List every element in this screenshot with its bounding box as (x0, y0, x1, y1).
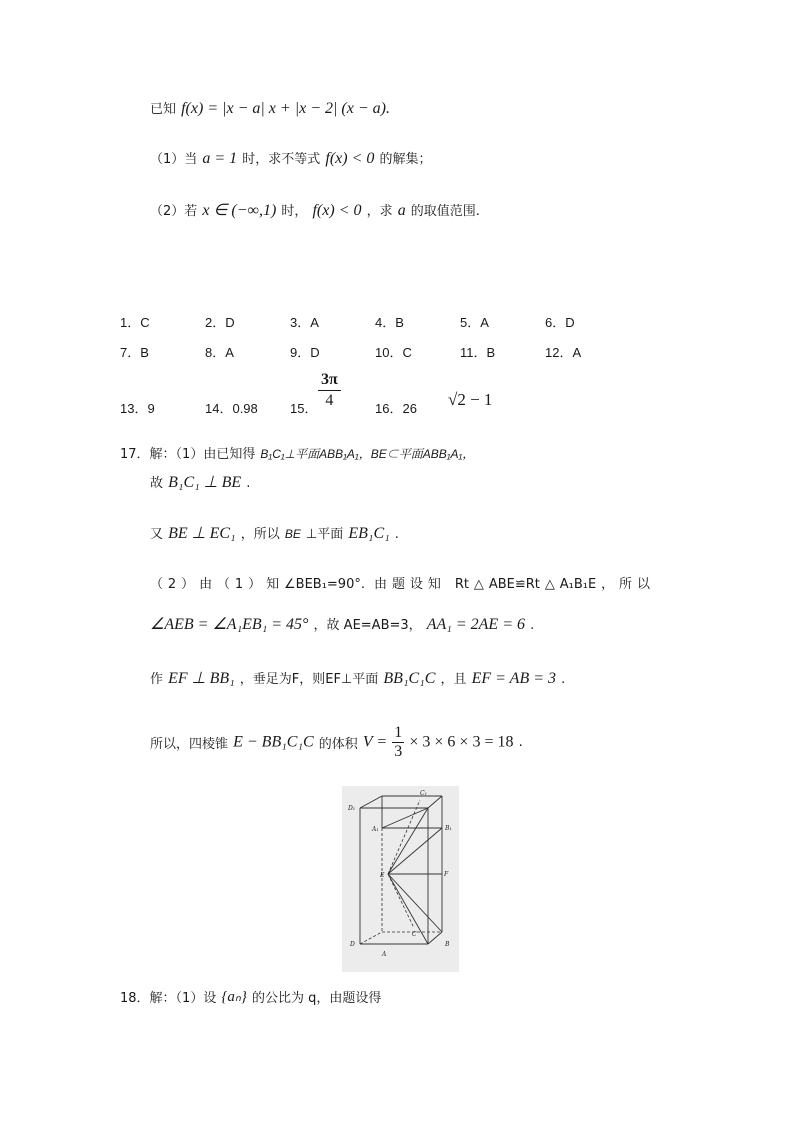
part2-label: （2）若 (150, 204, 198, 219)
sol17-line2-end: . (246, 476, 251, 491)
part1-cond: a = 1 (202, 150, 238, 167)
sol17-line6-prefix: 作 (150, 672, 164, 687)
label-b: B (445, 941, 450, 948)
label-f: F (444, 871, 449, 878)
sol17-line6-math: EF ⊥ BB₁ (168, 670, 235, 687)
intro-formula: f(x) = |x − a| x + |x − 2| (x − a). (181, 100, 390, 117)
answer-7: 7．B (120, 345, 149, 360)
answer-4: 4．B (375, 315, 404, 330)
label-c: C (412, 931, 417, 938)
sol17-line1 (120, 443, 474, 462)
sol17-line5-math2: AA₁ = 2AE = 6 (426, 616, 525, 633)
label-a: A (382, 951, 387, 958)
sol17-line3-end: . (394, 527, 399, 542)
answer-10: 10．C (375, 345, 412, 360)
sol17-line3-mid2: ⊥平面 (305, 527, 344, 542)
sol17-line3 (150, 523, 399, 543)
sol17-line3-math: BE ⊥ EC₁ (168, 525, 236, 542)
label-a1: A₁ (372, 826, 379, 833)
sol17-line3-math2: EB₁C₁ (348, 525, 390, 542)
sol17-line6-math3: EF = AB = 3 (471, 670, 557, 687)
sol17-line1-text: B₁C₁⊥平面ABB₁A₁，BE⊂平面ABB₁A₁， (260, 447, 475, 461)
intro-prefix: 已知 (150, 102, 177, 117)
part2-end: 的取值范围. (410, 204, 480, 219)
answer-8: 8．A (205, 345, 234, 360)
part2-mid2: ，求 (366, 204, 393, 219)
sol17-line7 (150, 724, 523, 761)
part2-cond: x ∈ (−∞,1) (202, 202, 277, 219)
answer-5: 5．A (460, 315, 489, 330)
sol17-line7-end: . (518, 735, 523, 750)
sol18-rest: 的公比为 q，由题设得 (252, 991, 382, 1006)
prism-figure (342, 786, 459, 972)
part1-mid: 时，求不等式 (242, 152, 321, 167)
sol17-line3-prefix: 又 (150, 527, 164, 542)
label-c1: C₁ (420, 790, 427, 797)
answer-9: 9．D (290, 345, 320, 360)
sol17-line7-v: V = (362, 733, 388, 751)
sol17-line2 (150, 472, 250, 492)
answer-15-num: 3π (318, 370, 341, 391)
sol17-line5-end: . (530, 618, 535, 633)
answer-15-label: 15． (290, 401, 318, 416)
sol18-line1 (120, 986, 381, 1006)
sol17-line3-be: BE (284, 527, 301, 541)
part1-label: （1）当 (150, 152, 198, 167)
sol17-line7-mid: 的体积 (318, 737, 358, 752)
part2-var: a (397, 202, 406, 219)
prism-diagram (342, 786, 459, 972)
sol17-line6-end: . (561, 672, 566, 687)
sol17-line7-num: 1 (394, 724, 403, 741)
answer-15-den: 4 (325, 392, 334, 409)
sol17-line7-prefix: 所以，四棱锥 (150, 737, 229, 752)
answer-16-expr: √2 − 1 (448, 390, 493, 409)
answer-1: 1．C (120, 315, 150, 330)
problem-part1 (150, 148, 431, 168)
sol17-line3-mid: ，所以 (240, 527, 280, 542)
sol17-line2-math: B₁C₁ ⊥ BE (168, 474, 242, 491)
sol17-line4: （2）由（1）知∠BEB₁=90°. 由题设知 Rt△ABE≌Rt△A₁B₁E，所以 (150, 577, 650, 592)
answer-12: 12．A (545, 345, 582, 360)
part1-end: 的解集； (379, 152, 432, 167)
sol18-head: 18．解：（1）设 (120, 991, 217, 1006)
sol17-line7-math: E − BB₁C₁C (233, 733, 314, 751)
label-d: D (350, 941, 355, 948)
sol18-seq: {aₙ} (221, 989, 247, 1005)
sol17-line7-den: 3 (394, 743, 403, 760)
answer-15-fraction (318, 370, 341, 411)
part2-mid: 时， (281, 204, 308, 219)
sol17-line6-math2: BB₁C₁C (383, 670, 436, 687)
sol17-head: 17．解：（1）由已知得 (120, 447, 256, 462)
sol17-line5 (150, 614, 534, 634)
problem-intro (150, 98, 390, 118)
answer-11: 11．B (460, 345, 496, 360)
sol17-line2-prefix: 故 (150, 476, 164, 491)
sol17-line6 (150, 668, 565, 688)
label-b1: B₁ (445, 825, 452, 832)
sol17-line7-fraction (392, 724, 404, 761)
sol17-line6-mid: ，垂足为F，则EF⊥平面 (239, 672, 379, 687)
answer-6: 6．D (545, 315, 575, 330)
sol17-line5-math: ∠AEB = ∠A₁EB₁ = 45° (150, 616, 309, 633)
answer-14: 14．0.98 (205, 401, 258, 416)
label-d1: D₁ (348, 805, 356, 812)
part2-ineq: f(x) < 0 (312, 202, 362, 219)
sol17-line7-rest: × 3 × 6 × 3 = 18 (409, 733, 514, 751)
part1-ineq: f(x) < 0 (325, 150, 375, 167)
sol17-line6-mid2: ，且 (440, 672, 467, 687)
problem-part2 (150, 200, 480, 220)
answer-13: 13．9 (120, 401, 155, 416)
sol17-line5-mid: ，故 AE=AB=3， (313, 618, 422, 633)
answer-16-label: 16．26 (375, 401, 417, 416)
label-e: E (380, 872, 385, 879)
answer-2: 2．D (205, 315, 235, 330)
answer-3: 3．A (290, 315, 319, 330)
